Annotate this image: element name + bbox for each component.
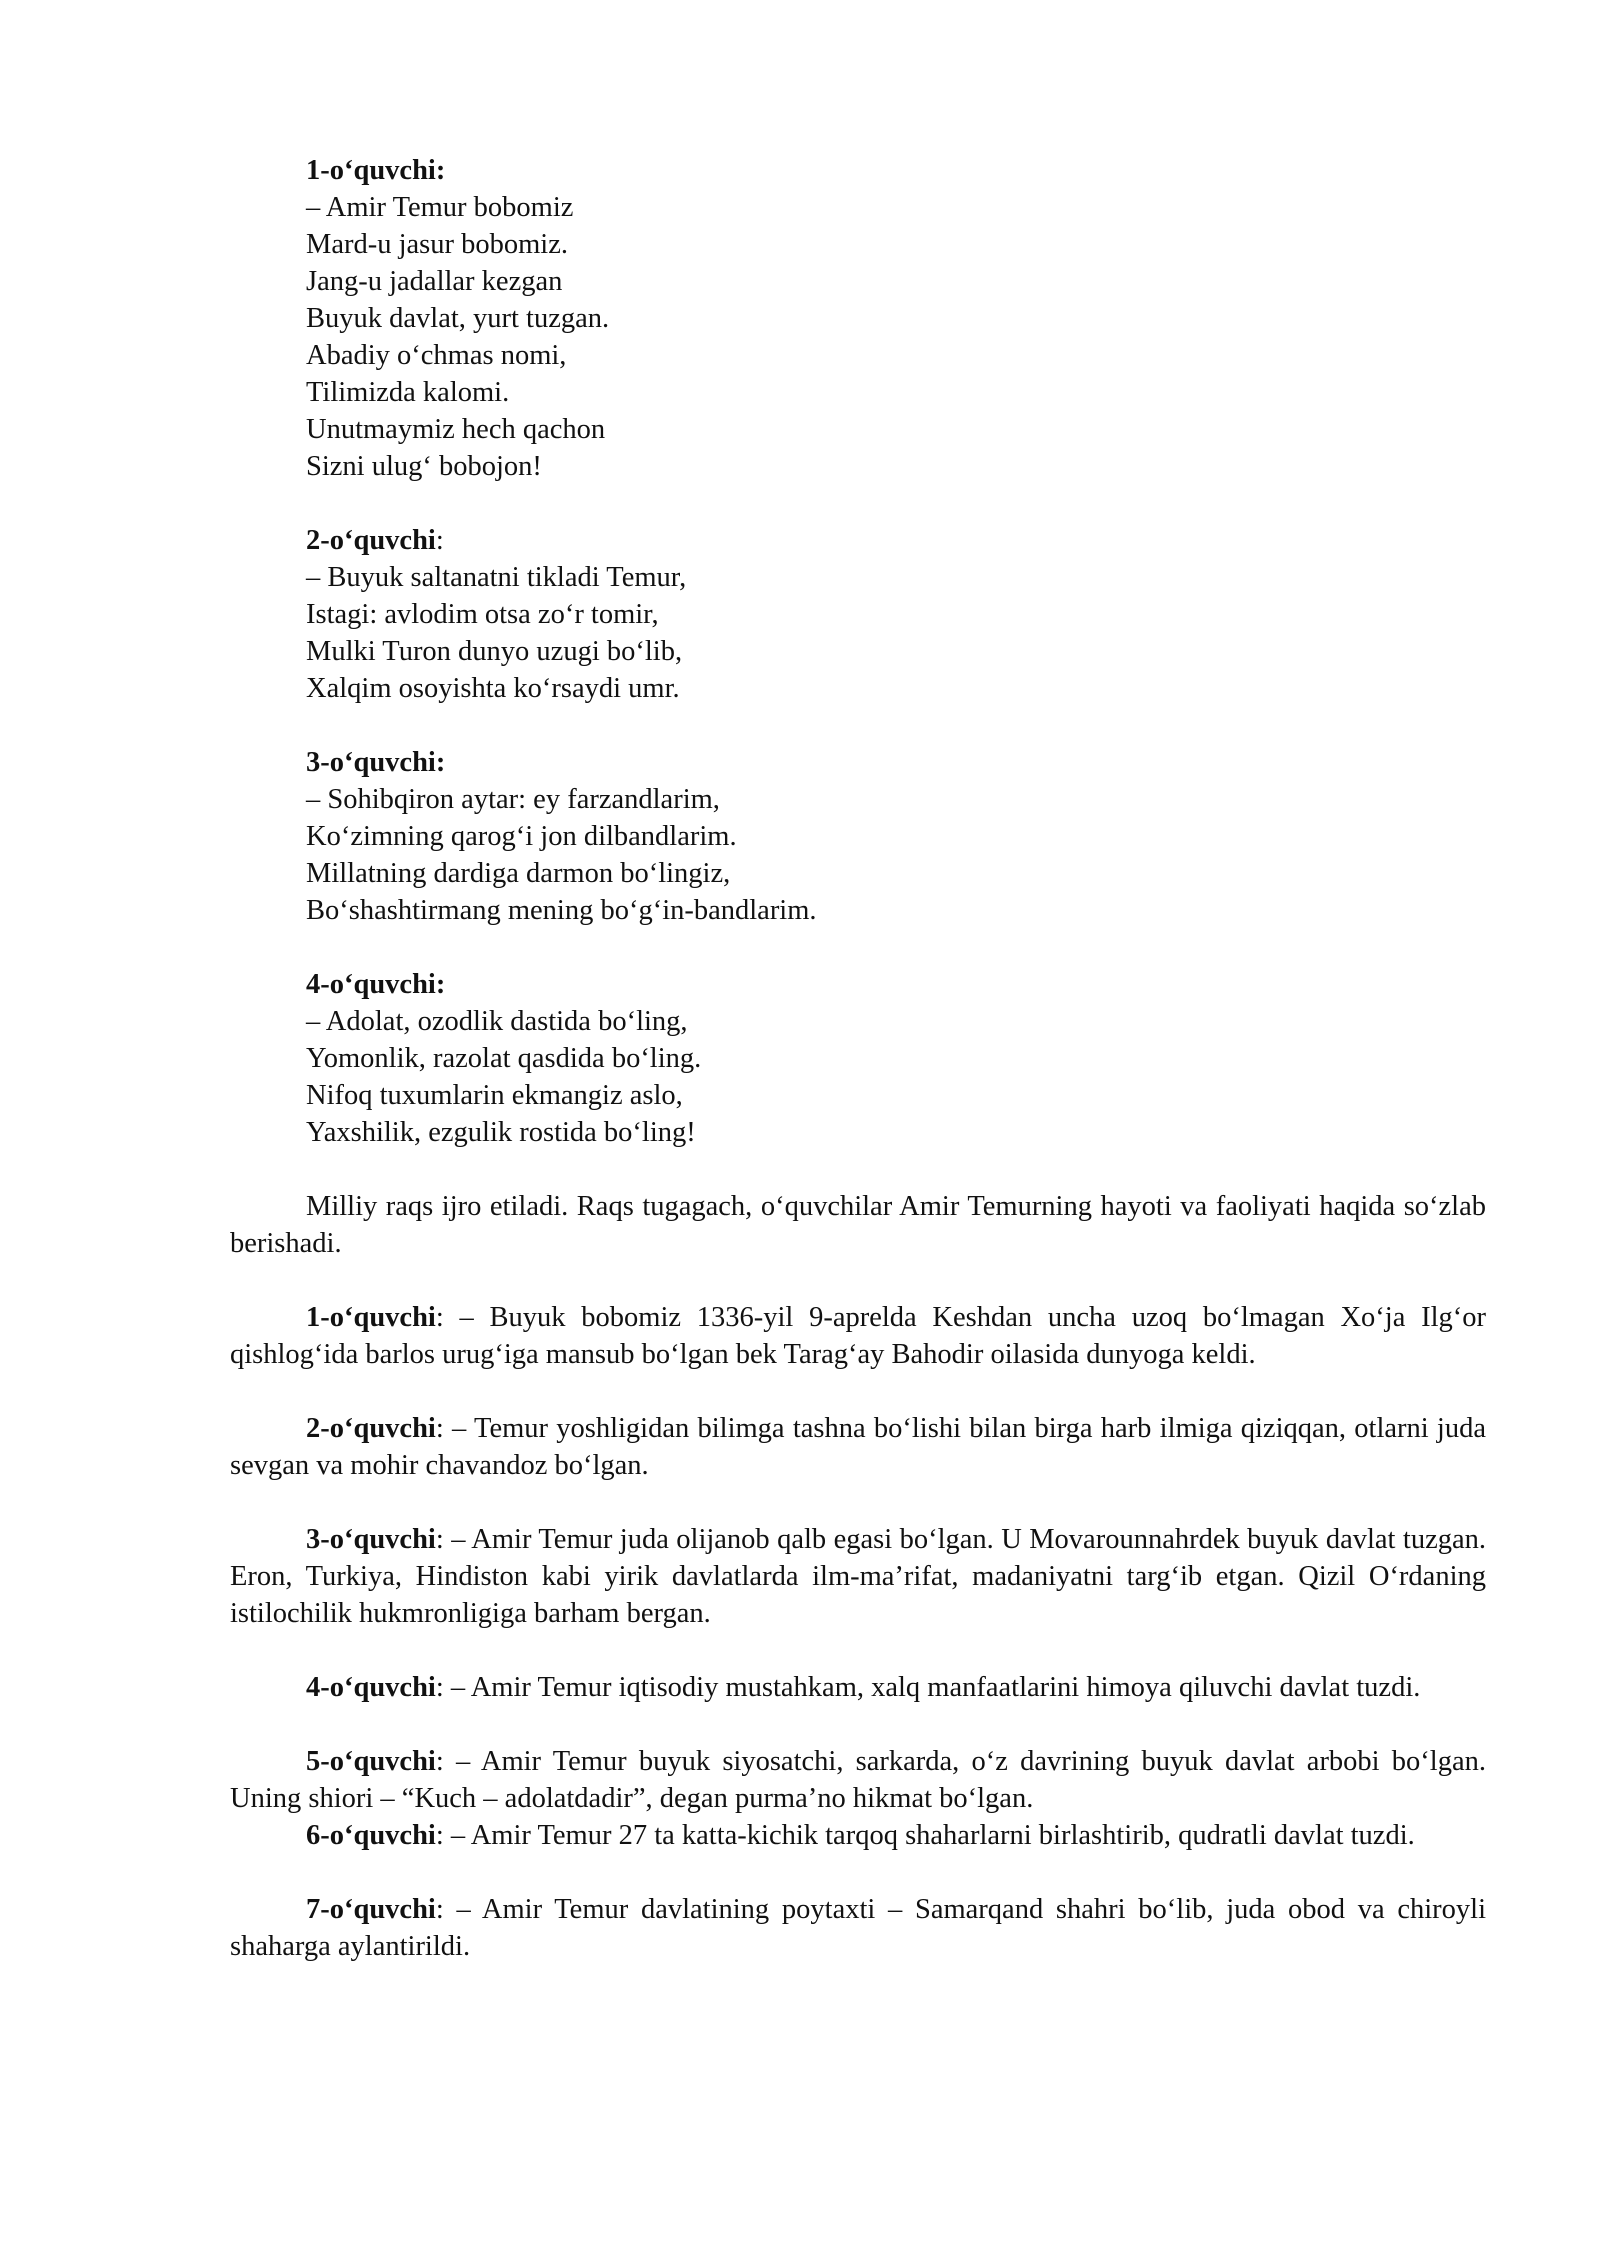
- fact-paragraph: [230, 1817, 1486, 1854]
- verse-line: Yaxshilik, ezgulik rostida bo‘ling!: [306, 1117, 696, 1148]
- speaker-suffix: :: [435, 525, 444, 556]
- speaker-label: 2-o‘quvchi: [306, 525, 436, 556]
- verse-line: Ko‘zimning qarog‘i jon dilbandlarim.: [306, 821, 737, 852]
- verse-line: Unutmaymiz hech qachon: [306, 414, 606, 445]
- fact-text: : – Buyuk bobomiz 1336-yil 9-aprelda Keshdan uncha uzoq bo‘lmagan Xo‘ja Ilg‘or qishlog‘ida barlos urug‘iga mansub bo‘lgan bek Tarag‘ay Bahodir oilasida dunyoga keldi.: [230, 1302, 1486, 1370]
- verse-line: Yomonlik, razolat qasdida bo‘ling.: [306, 1043, 702, 1074]
- fact-paragraph: [230, 1891, 1486, 1965]
- speaker-label: 3-o‘quvchi: [306, 1524, 436, 1555]
- fact-paragraph: [230, 1521, 1486, 1632]
- verse-line: Sizni ulug‘ bobojon!: [306, 451, 542, 482]
- fact-paragraph: [230, 1299, 1486, 1373]
- verse-line: Abadiy o‘chmas nomi,: [306, 340, 567, 371]
- speaker-label: 6-o‘quvchi: [306, 1820, 436, 1851]
- speaker-label: 4-o‘quvchi:: [306, 969, 446, 1000]
- narration-paragraph: Milliy raqs ijro etiladi. Raqs tugagach, o‘quvchilar Amir Temurning hayoti va faoliyati haqida so‘zlab berishadi.: [230, 1191, 1486, 1259]
- fact-text: : – Amir Temur buyuk siyosatchi, sarkarda, o‘z davrining buyuk davlat arbobi bo‘lgan. Uning shiori – “Kuch – adolatdadir”, degan purma’no hikmat bo‘lgan.: [230, 1746, 1486, 1814]
- verse-line: – Amir Temur bobomiz: [306, 192, 574, 223]
- verse-line: Mard-u jasur bobomiz.: [306, 229, 568, 260]
- verse-line: Istagi: avlodim otsa zo‘r tomir,: [306, 599, 659, 630]
- verse-line: – Sohibqiron aytar: ey farzandlarim,: [306, 784, 720, 815]
- verse-line: Nifoq tuxumlarin ekmangiz aslo,: [306, 1080, 683, 1111]
- verse-block: [306, 744, 1486, 929]
- fact-paragraph: [230, 1669, 1486, 1706]
- fact-paragraph: [230, 1743, 1486, 1817]
- verse-line: Tilimizda kalomi.: [306, 377, 510, 408]
- verse-line: Buyuk davlat, yurt tuzgan.: [306, 303, 610, 334]
- verse-block: [306, 966, 1486, 1151]
- verse-line: – Adolat, ozodlik dastida bo‘ling,: [306, 1006, 688, 1037]
- speaker-label: 1-o‘quvchi:: [306, 155, 446, 186]
- verse-line: Jang-u jadallar kezgan: [306, 266, 563, 297]
- fact-paragraph: [230, 1410, 1486, 1484]
- verse-line: Xalqim osoyishta ko‘rsaydi umr.: [306, 673, 680, 704]
- fact-text: : – Amir Temur davlatining poytaxti – Samarqand shahri bo‘lib, juda obod va chiroyli shaharga aylantirildi.: [230, 1894, 1486, 1962]
- fact-text: : – Amir Temur iqtisodiy mustahkam, xalq manfaatlarini himoya qiluvchi davlat tuzdi.: [435, 1672, 1421, 1703]
- speaker-label: 3-o‘quvchi:: [306, 747, 446, 778]
- verse-block: [306, 152, 1486, 485]
- fact-text: : – Temur yoshligidan bilimga tashna bo‘lishi bilan birga harb ilmiga qiziqqan, otlarni juda sevgan va mohir chavandoz bo‘lgan.: [230, 1413, 1486, 1481]
- verse-line: Mulki Turon dunyo uzugi bo‘lib,: [306, 636, 683, 667]
- speaker-label: 7-o‘quvchi: [306, 1894, 436, 1925]
- speaker-label: 1-o‘quvchi: [306, 1302, 436, 1333]
- verse-line: Bo‘shashtirmang mening bo‘g‘in-bandlarim.: [306, 895, 817, 926]
- document-page: [230, 152, 1486, 1965]
- fact-text: : – Amir Temur 27 ta katta-kichik tarqoq shaharlarni birlashtirib, qudratli davlat tuzdi.: [435, 1820, 1415, 1851]
- speaker-label: 2-o‘quvchi: [306, 1413, 436, 1444]
- verse-block: [306, 522, 1486, 707]
- speaker-label: 4-o‘quvchi: [306, 1672, 436, 1703]
- fact-text: : – Amir Temur juda olijanob qalb egasi bo‘lgan. U Movarounnahrdek buyuk davlat tuzgan. Eron, Turkiya, Hindiston kabi yirik davlatlarda ilm-ma’rifat, madaniyatni targ‘ib etgan. Qizil O‘rdaning istilochilik hukmronligiga barham bergan.: [230, 1524, 1486, 1629]
- verse-line: Millatning dardiga darmon bo‘lingiz,: [306, 858, 731, 889]
- speaker-label: 5-o‘quvchi: [306, 1746, 436, 1777]
- verse-line: – Buyuk saltanatni tikladi Temur,: [306, 562, 687, 593]
